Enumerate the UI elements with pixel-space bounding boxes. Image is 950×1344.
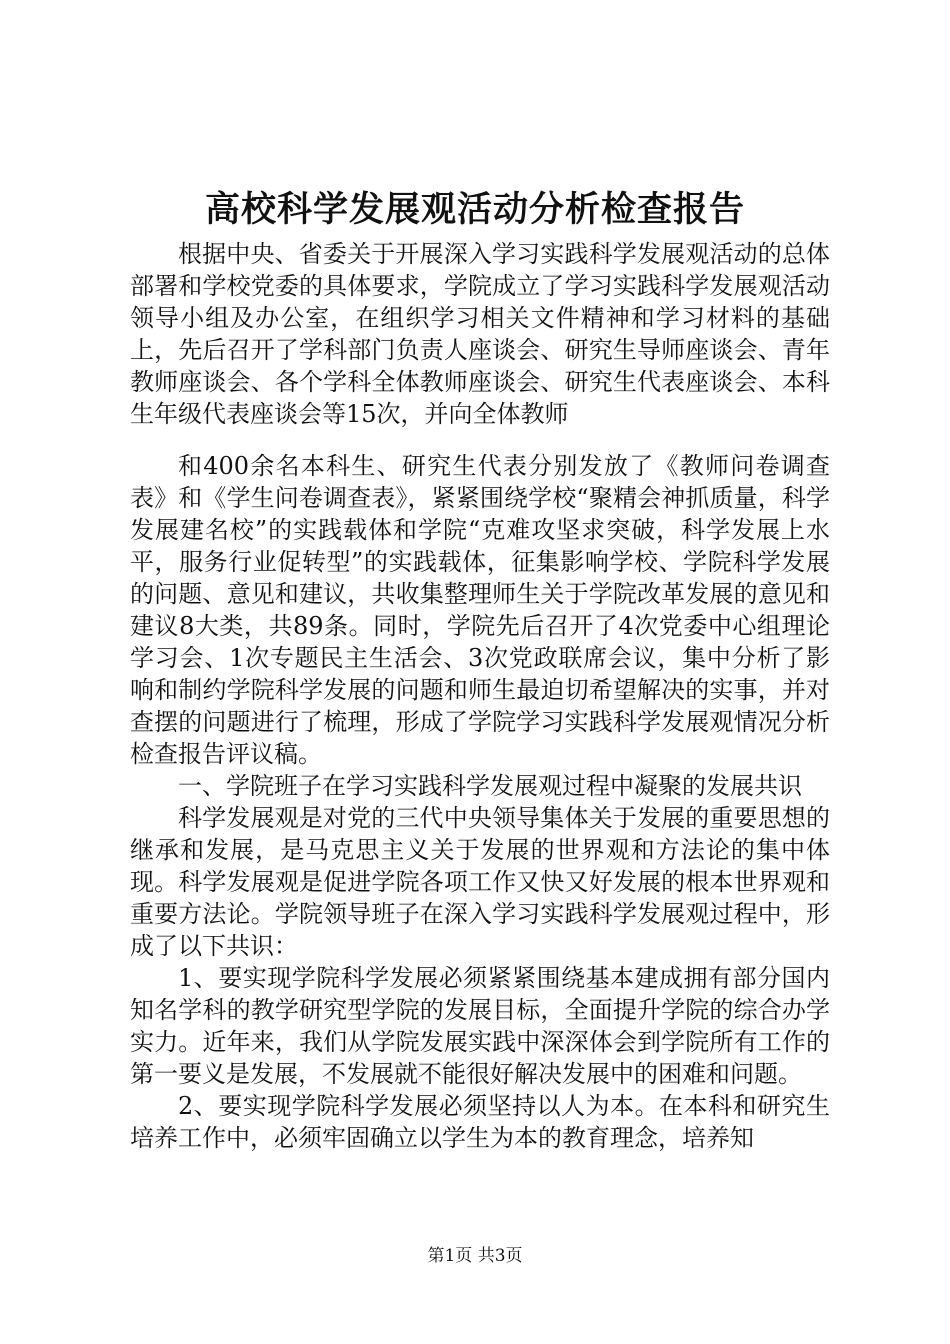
body-block-main [130, 450, 830, 1154]
paragraph: 科学发展观是对党的三代中央领导集体关于发展的重要思想的继承和发展，是马克思主义关于发展的世界观和方法论的集中体现。科学发展观是促进学院各项工作又快又好发展的根本世界观和重要方法论。学院领导班子在深入学习实践科学发展观过程中，形成了以下共识： [130, 804, 830, 960]
paragraph: 1、要实现学院科学发展必须紧紧围绕基本建成拥有部分国内知名学科的教学研究型学院的发展目标，全面提升学院的综合办学实力。近年来，我们从学院发展实践中深深体会到学院所有工作的第一要义是发展，不发展就不能很好解决发展中的困难和问题。 [130, 964, 830, 1088]
page-footer: 第1页 共3页 [427, 1246, 523, 1266]
paragraph: 2、要实现学院科学发展必须坚持以人为本。在本科和研究生培养工作中，必须牢固确立以学生为本的教育理念，培养知 [130, 1092, 830, 1152]
paragraph: 和400余名本科生、研究生代表分别发放了《教师问卷调查表》和《学生问卷调查表》，紧紧围绕学校“聚精会神抓质量，科学发展建名校”的实践载体和学院“克难攻坚求突破，科学发展上水平，服务行业促转型”的实践载体，征集影响学校、学院科学发展的问题、意见和建议，共收集整理师生关于学院改革发展的意见和建议8大类，共89条。同时，学院先后召开了4次党委中心组理论学习会、1次专题民主生活会、3次党政联席会议，集中分析了影响和制约学院科学发展的问题和师生最迫切希望解决的实事，并对查摆的问题进行了梳理，形成了学院学习实践科学发展观情况分析检查报告评议稿。 [130, 452, 830, 768]
body-block-top [130, 238, 830, 430]
document-title: 高校科学发展观活动分析检查报告 [204, 189, 745, 230]
section-heading: 一、学院班子在学习实践科学发展观过程中凝聚的发展共识 [178, 772, 802, 800]
paragraph: 根据中央、省委关于开展深入学习实践科学发展观活动的总体部署和学校党委的具体要求，学院成立了学习实践科学发展观活动领导小组及办公室，在组织学习相关文件精神和学习材料的基础上，先后召开了学科部门负责人座谈会、研究生导师座谈会、青年教师座谈会、各个学科全体教师座谈会、研究生代表座谈会、本科生年级代表座谈会等15次，并向全体教师 [130, 240, 830, 428]
